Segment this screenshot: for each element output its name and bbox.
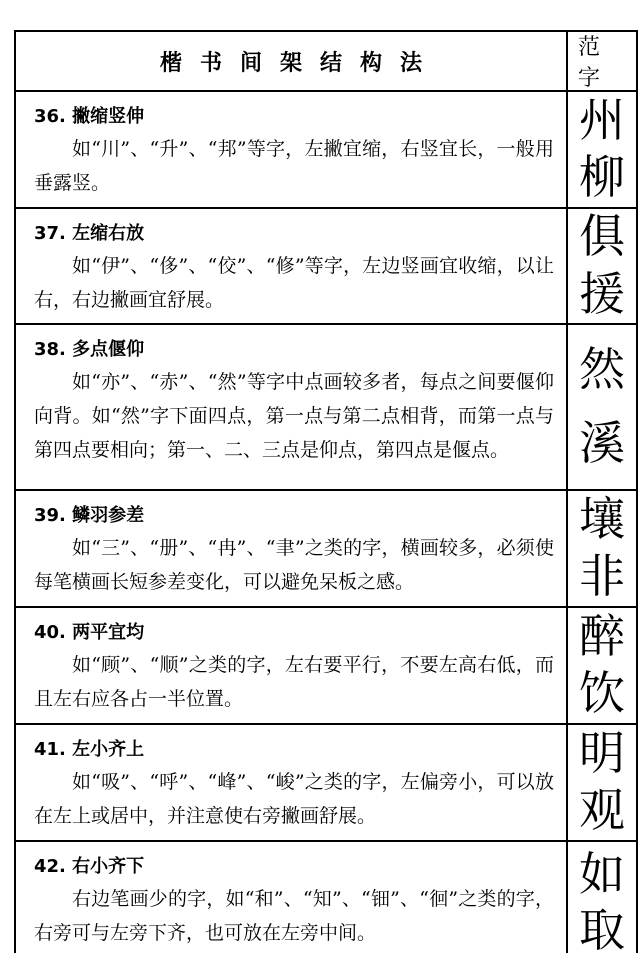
entry-title: 37. 左缩右放 — [34, 223, 145, 244]
sample-chars-36 — [568, 90, 636, 207]
entry-text: 如“亦”、“赤”、“然”等字中点画较多者，每点之间要偃仰向背。如“然”字下面四点，第一点与第二点相背，而第一点与第四点要相向；第一、二、三点是仰点，第四点是偃点。 — [34, 371, 554, 461]
entry-37 — [16, 207, 566, 323]
sample-char: 非 — [579, 549, 625, 604]
entry-38 — [16, 323, 566, 489]
entry-title: 36. 撇缩竖伸 — [34, 106, 145, 127]
entry-text: 如“川”、“升”、“邦”等字，左撇宜缩，右竖宜长，一般用垂露竖。 — [34, 138, 554, 194]
sample-char: 如 — [579, 847, 625, 901]
entry-text: 右边笔画少的字，如“和”、“知”、“钿”、“徊”之类的字，右旁可与左旁下齐，也可放在左旁中间。 — [34, 888, 554, 944]
entry-41 — [16, 723, 566, 840]
sample-chars-40 — [568, 606, 636, 723]
entry-text: 如“顾”、“顺”之类的字，左右要平行，不要左高右低，而且左右应各占一半位置。 — [34, 654, 554, 710]
sample-char: 援 — [579, 266, 625, 321]
entry-36 — [16, 90, 566, 207]
sample-char: 柳 — [579, 150, 625, 205]
sample-char: 明 — [579, 725, 625, 780]
sample-chars-39 — [568, 489, 636, 606]
sample-char: 饮 — [579, 666, 625, 721]
sample-char: 俱 — [579, 209, 625, 264]
structure-table — [14, 30, 638, 957]
sample-char: 观 — [579, 783, 625, 838]
entry-title: 39. 鳞羽参差 — [34, 505, 145, 526]
sample-char: 然 — [579, 342, 625, 396]
entry-title: 38. 多点偃仰 — [34, 339, 145, 360]
sample-char: 醉 — [579, 608, 625, 663]
entry-text: 如“吸”、“呼”、“峰”、“峻”之类的字，左偏旁小，可以放在左上或居中，并注意使右旁撇画舒展。 — [34, 771, 554, 827]
sample-char: 壤 — [579, 491, 625, 546]
sample-char: 取 — [579, 903, 625, 957]
sample-chars-37 — [568, 207, 636, 323]
sample-chars-41 — [568, 723, 636, 840]
entry-40 — [16, 606, 566, 723]
sample-char: 溪 — [579, 416, 625, 470]
entry-title: 40. 两平宜均 — [34, 622, 145, 643]
entry-text: 如“伊”、“侈”、“佼”、“修”等字，左边竖画宜收缩，以让右，右边撇画宜舒展。 — [34, 255, 554, 311]
table-header-sample: 范字 — [578, 35, 613, 91]
table-header-title: 楷书间架结构法 — [159, 50, 440, 76]
entry-title: 41. 左小齐上 — [34, 739, 145, 760]
sample-chars-38 — [568, 323, 636, 489]
entry-title: 42. 右小齐下 — [34, 856, 145, 877]
sample-chars-42 — [568, 840, 636, 970]
entry-39 — [16, 489, 566, 606]
entry-text: 如“三”、“册”、“冉”、“聿”之类的字，横画较多，必须使每笔横画长短参差变化，可以避免呆板之感。 — [34, 537, 554, 593]
entry-42 — [16, 840, 566, 955]
sample-char: 州 — [579, 92, 625, 147]
